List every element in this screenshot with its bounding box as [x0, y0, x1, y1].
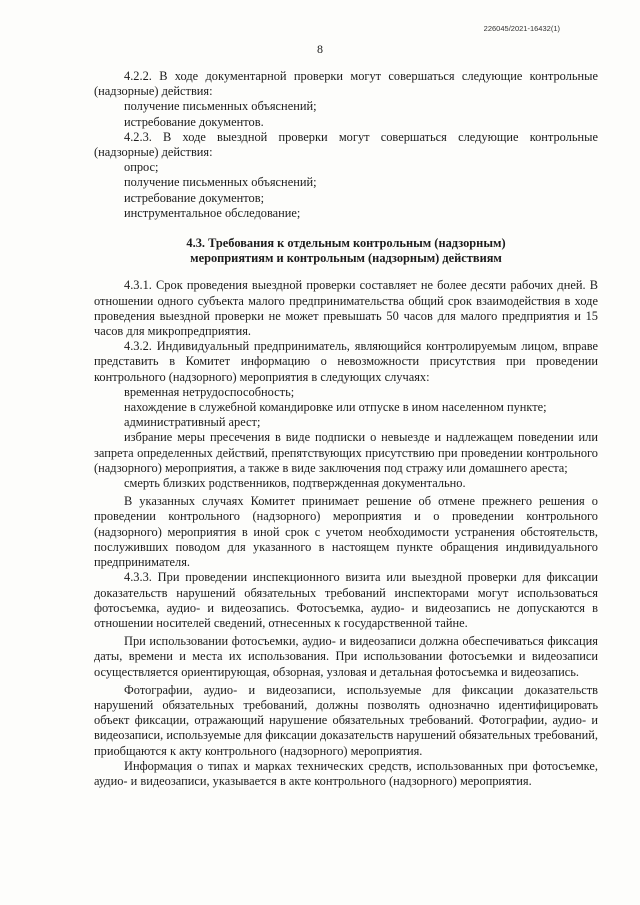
list-item: административный арест;	[124, 415, 261, 430]
paragraph-4-3-1: 4.3.1. Срок проведения выездной проверки составляет не более десяти рабочих дней. В отношении одного субъекта малого предпринимательства общий срок взаимодействия в ходе проведения выездной проверки не может превышать 50 часов для малого предприятия и 15 часов для микропредприятия.	[94, 278, 598, 339]
paragraph-photo-requirements: Фотографии, аудио- и видеозаписи, используемые для фиксации доказательств нарушений обязательных требований, должны позволять однозначно идентифицировать объект фиксации, отражающий нарушение обязательных требований. Фотографии, аудио- и видеозаписи, используемые для фиксации доказательств нарушений обязательных требований, приобщаются к акту контрольного (надзорного) мероприятия.	[94, 682, 598, 758]
list-item: получение письменных объяснений;	[124, 175, 317, 190]
list-item: избрание меры пресечения в виде подписки о невыезде и надлежащем поведении или запрета определенных действий, препятствующих присутствию при проведении контрольного (надзорного) мероприятия, а также в виде заключения под стражу или домашнего ареста;	[94, 430, 598, 475]
section-title	[94, 236, 598, 266]
list-item: опрос;	[124, 160, 159, 175]
paragraph-4-3-3: 4.3.3. При проведении инспекционного визита или выездной проверки для фиксации доказательств нарушений обязательных требований инспекторами могут использоваться фотосъемка, аудио- и видеозапись. Фотосъемка, аудио- и видеозапись не допускаются в отношении носителей сведений, отнесенных к государственной тайне.	[94, 570, 598, 630]
paragraph-equipment-info: Информация о типах и марках технических средств, использованных при фотосъемке, аудио- и видеозаписи, указывается в акте контрольного (надзорного) мероприятия.	[94, 758, 598, 788]
list-item: получение письменных объяснений;	[124, 99, 317, 114]
section-title-line-1: 4.3. Требования к отдельным контрольным (надзорным)	[186, 236, 506, 251]
paragraph-photo-fixation: При использовании фотосъемки, аудио- и видеозаписи должна обеспечиваться фиксация даты, времени и места их использования. При использовании фотосъемки и видеозаписи осуществляется ориентирующая, обзорная, узловая и детальная фотосъемка и видеозапись.	[94, 634, 598, 679]
list-item: смерть близких родственников, подтвержденная документально.	[124, 476, 466, 491]
document-body	[94, 69, 598, 789]
paragraph-4-3-2-closing: В указанных случаях Комитет принимает решение об отмене прежнего решения о проведении контрольного (надзорного) мероприятия и о проведении контрольного (надзорного) мероприятия в иной срок с учетом необходимости устранения обстоятельств, послуживших поводом для указанного в настоящем пункте обращения индивидуального предпринимателя.	[94, 494, 598, 570]
paragraph-4-2-2: 4.2.2. В ходе документарной проверки могут совершаться следующие контрольные (надзорные) действия:	[94, 69, 598, 99]
list-item: временная нетрудоспособность;	[124, 384, 295, 399]
list-item: инструментальное обследование;	[124, 205, 301, 220]
paragraph-4-2-3: 4.2.3. В ходе выездной проверки могут совершаться следующие контрольные (надзорные) действия:	[94, 129, 598, 160]
list-item: истребование документов;	[124, 190, 265, 205]
page-number: 8	[317, 42, 323, 56]
list-item: истребование документов.	[124, 114, 264, 129]
paragraph-4-3-2: 4.3.2. Индивидуальный предприниматель, являющийся контролируемым лицом, вправе представить в Комитет информацию о невозможности присутствия при проведении контрольного (надзорного) мероприятия в следующих случаях:	[94, 339, 598, 384]
list-item: нахождение в служебной командировке или отпуске в ином населенном пункте;	[124, 400, 547, 415]
section-title-line-2: мероприятиям и контрольным (надзорным) действиям	[190, 251, 502, 266]
document-id: 226045/2021-16432(1)	[483, 24, 560, 33]
